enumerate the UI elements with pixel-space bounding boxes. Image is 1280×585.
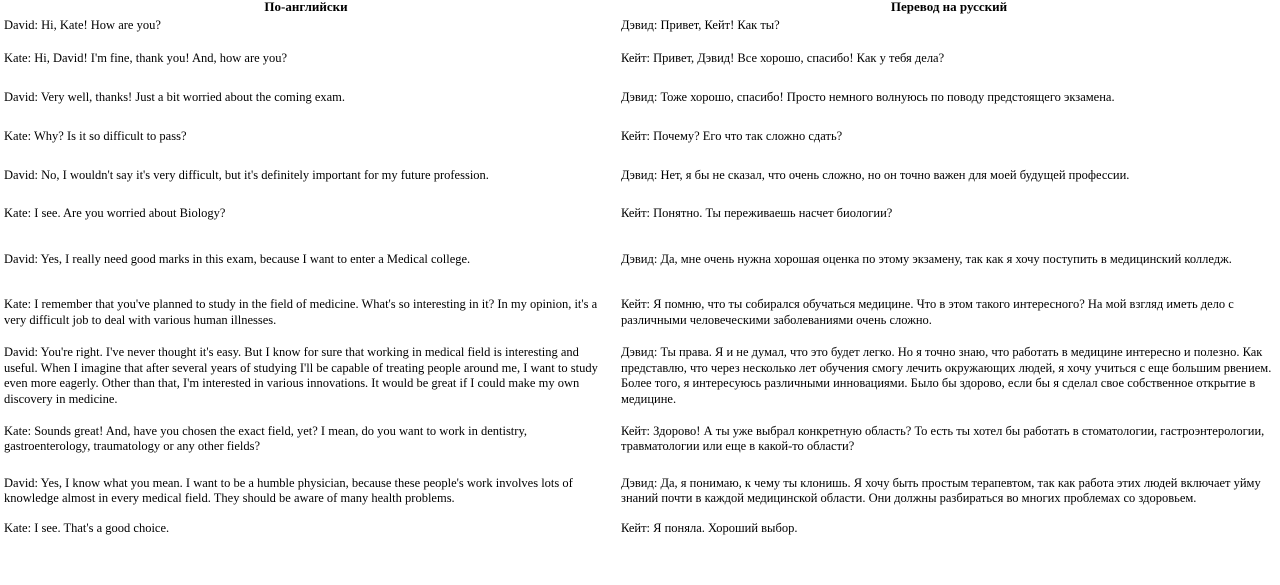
table-row [0, 13, 1280, 39]
english-cell: David: Yes, I really need good marks in this exam, because I want to enter a Medical college. [4, 252, 471, 267]
english-cell: Kate: Sounds great! And, have you chosen the exact field, yet? I mean, do you want to work in dentistry, gastroenterology, traumatology or any other fields? [4, 423, 528, 453]
table-row [0, 117, 1280, 156]
table-row [0, 232, 1280, 288]
table-row [0, 288, 1280, 337]
header-russian: Перевод на русский [890, 0, 1008, 14]
russian-cell: Дэвид: Да, я понимаю, к чему ты клонишь. Я хочу быть простым терапевтом, так как работа этих людей включает уйму знаний почти в каждой медицинской области. Они должны разбираться во многих проблемах со здоровьем. [621, 475, 1261, 505]
english-cell: David: Yes, I know what you mean. I want to be a humble physician, because these people's work involves lots of knowledge almost in every medical field. They should be aware of many health problems. [4, 475, 573, 505]
table-row [0, 39, 1280, 78]
russian-cell: Кейт: Я помню, что ты собирался обучаться медицине. Что в этом такого интересного? На мой взгляд иметь дело с различными человеческими заболеваниями очень сложно. [621, 297, 1234, 327]
table-row [0, 78, 1280, 117]
english-cell: Kate: I see. That's a good choice. [4, 521, 170, 536]
russian-cell: Дэвид: Ты права. Я и не думал, что это будет легко. Но я точно знаю, что работать в медицине интересно и полезно. Как представлю, что через несколько лет обучения смогу лечить окружающих людей, я хочу учиться с еще большим рвением. Более того, я интересуюсь различными инновациями. Было бы здорово, если бы я сделал свое собственное открытие в медицине. [621, 345, 1272, 406]
table-row [0, 156, 1280, 196]
russian-cell: Кейт: Я поняла. Хороший выбор. [621, 521, 798, 536]
english-cell: David: Hi, Kate! How are you? [4, 18, 161, 33]
english-cell: Kate: I see. Are you worried about Biology? [4, 206, 226, 221]
russian-cell: Кейт: Привет, Дэвид! Все хорошо, спасибо! Как у тебя дела? [621, 50, 945, 65]
russian-cell: Дэвид: Привет, Кейт! Как ты? [621, 18, 780, 33]
russian-cell: Кейт: Здорово! А ты уже выбрал конкретную область? То есть ты хотел бы работать в стоматологии, гастроэнтерологии, травматологии или еще в какой-то области? [621, 423, 1265, 453]
russian-cell: Дэвид: Да, мне очень нужна хорошая оценка по этому экзамену, так как я хочу поступить в медицинский колледж. [621, 252, 1232, 267]
header-english: По-английски [264, 0, 348, 14]
table-row [0, 196, 1280, 232]
table-row [0, 415, 1280, 463]
english-cell: Kate: Hi, David! I'm fine, thank you! And, how are you? [4, 50, 288, 65]
english-cell: David: No, I wouldn't say it's very difficult, but it's definitely important for my future profession. [4, 168, 489, 183]
table-row [0, 519, 1280, 539]
russian-cell: Кейт: Почему? Его что так сложно сдать? [621, 128, 843, 143]
english-cell: David: You're right. I've never thought it's easy. But I know for sure that working in medical field is interesting and useful. When I imagine that after several years of studying I'll be capable of treating people around me, I want to study even more eagerly. Other than that, I'm interested in various innovations. It would be great if I could make my own discovery in medicine. [4, 345, 598, 406]
english-cell: David: Very well, thanks! Just a bit worried about the coming exam. [4, 89, 346, 104]
english-cell: Kate: Why? Is it so difficult to pass? [4, 128, 187, 143]
header-row [0, 0, 1280, 13]
english-cell: Kate: I remember that you've planned to study in the field of medicine. What's so interesting in it? In my opinion, it's a very difficult job to deal with various human illnesses. [4, 297, 598, 327]
russian-cell: Кейт: Понятно. Ты переживаешь насчет биологии? [621, 206, 893, 221]
table-row [0, 337, 1280, 415]
russian-cell: Дэвид: Тоже хорошо, спасибо! Просто немного волнуюсь по поводу предстоящего экзамена. [621, 89, 1115, 104]
table-row [0, 463, 1280, 519]
russian-cell: Дэвид: Нет, я бы не сказал, что очень сложно, но он точно важен для моей будущей профессии. [621, 168, 1130, 183]
